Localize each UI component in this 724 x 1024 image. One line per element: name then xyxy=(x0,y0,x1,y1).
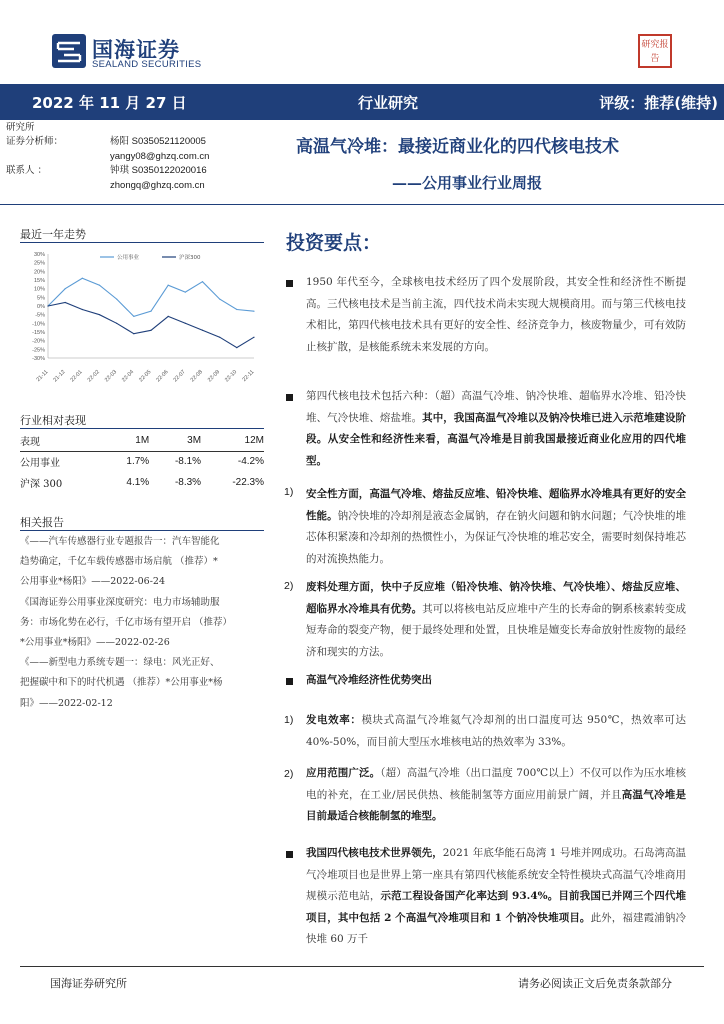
series-point xyxy=(133,316,134,317)
para-emphasis: 发电效率： xyxy=(306,714,362,726)
col-header: 表现 xyxy=(20,430,104,451)
cell-3m: -8.1% xyxy=(174,456,202,468)
paragraph-gen4 xyxy=(306,386,686,472)
y-tick-label: -15% xyxy=(32,330,45,336)
key-points-title: 投资要点： xyxy=(286,232,382,254)
bullet-square-icon xyxy=(286,280,293,287)
series-point xyxy=(253,311,254,312)
paragraph-history: 1950 年代至今，全球核电技术经历了四个发展阶段，其安全性和经济性不断提高。三代核电技术是当前主流，四代技术尚未实现大规模商用。而与第三代核电技术相比，第四代核电技术具有更好的安全性、经济竞争力，核废物量少，可有效防止核扩散，是核能系统未来发展的方向。 xyxy=(306,276,686,353)
table-header-row xyxy=(20,430,264,451)
series-line xyxy=(48,303,254,348)
x-tick-label: 21-11 xyxy=(35,369,50,384)
x-tick-label: 22-01 xyxy=(69,369,84,384)
series-point xyxy=(150,311,151,312)
y-tick-label: -30% xyxy=(32,356,45,362)
series-point xyxy=(150,330,151,331)
analyst-value: 杨阳 S0350521120005 xyxy=(110,136,206,148)
series-point xyxy=(65,302,66,303)
para-emphasis: 其中，我国高温气冷堆以及钠冷快堆已进入示范堆建设阶段。从安全性和经济性来看，高温气冷堆是目前我国最接近商业化应用的四代堆型。 xyxy=(306,411,687,467)
y-tick-label: 20% xyxy=(33,269,45,276)
x-tick-label: 22-11 xyxy=(241,369,256,384)
report-title: 高温气冷堆：最接近商业化的四代核电技术 xyxy=(296,137,619,157)
series-point xyxy=(65,288,66,289)
dept-label: 研究所 xyxy=(6,122,35,133)
col-header: 1M xyxy=(104,430,149,451)
y-tick-label: 5% xyxy=(37,295,45,302)
cell-1m: 1.7% xyxy=(126,456,150,468)
performance-table xyxy=(20,430,264,493)
cell-3m: -8.3% xyxy=(174,477,202,488)
report-link[interactable]: *公用事业*杨阳》——2022-02-26 xyxy=(20,637,170,649)
paragraph-application xyxy=(306,763,686,828)
y-tick-label: 30% xyxy=(33,252,45,258)
row-name: 公用事业 xyxy=(20,458,60,470)
y-tick-label: 0% xyxy=(37,304,45,310)
brand-name-en: SEALAND SECURITIES xyxy=(92,59,202,70)
x-tick-label: 22-02 xyxy=(86,369,101,384)
series-point xyxy=(202,281,203,282)
report-link[interactable]: 阳》——2022-02-12 xyxy=(20,697,113,709)
series-point xyxy=(168,285,169,286)
y-tick-label: 25% xyxy=(33,260,45,267)
series-point xyxy=(168,316,169,317)
footer-divider xyxy=(20,966,704,967)
series-point xyxy=(82,309,83,310)
paragraph-safety xyxy=(306,484,686,570)
series-point xyxy=(99,314,100,315)
para-emphasis: 废料处理方面，快中子反应堆（铅冷快堆、钠冷快堆、气冷快堆）、熔盐反应堆、超临界水冷堆具有优势。 xyxy=(306,581,686,615)
trend-chart xyxy=(22,246,262,386)
x-tick-label: 22-08 xyxy=(189,369,204,384)
analyst-label: 证券分析师： xyxy=(6,136,64,148)
x-tick-label: 22-09 xyxy=(206,369,222,384)
paragraph-leading xyxy=(306,843,686,951)
y-tick-label: 10% xyxy=(33,286,45,293)
report-date: 2022 年 11 月 27 日 xyxy=(32,94,187,112)
series-point xyxy=(185,292,186,293)
bullet-square-icon xyxy=(286,851,293,858)
cell-12m: -22.3% xyxy=(232,477,264,488)
para-text: 模块式高温气冷堆氦气冷却剂的出口温度可达 950℃，热效率可达 40%-50%，而目前大型压水堆核电站的热效率为 33%。 xyxy=(306,714,687,748)
para-emphasis: 我国四代核电技术世界领先， xyxy=(306,847,443,859)
paragraph-waste xyxy=(306,577,686,663)
report-banner xyxy=(0,84,724,120)
report-category: 行业研究 xyxy=(358,94,419,112)
para-emphasis: 应用范围广泛。 xyxy=(306,767,381,779)
para-text: 此外，福建霞浦钠冷快堆 60 万千 xyxy=(306,911,687,946)
related-reports xyxy=(20,532,266,714)
report-link[interactable]: 务：市场化势在必行，千亿市场有望开启 （推荐） xyxy=(20,616,233,628)
paragraph-efficiency xyxy=(306,710,686,753)
list-number: 2) xyxy=(284,580,294,592)
row-name: 沪深 300 xyxy=(20,479,63,490)
analyst-email[interactable]: zhongq@ghzq.com.cn xyxy=(110,179,205,191)
legend-label: 沪深300 xyxy=(179,255,201,261)
report-link[interactable]: 把握碳中和下的时代机遇 （推荐）*公用事业*杨 xyxy=(20,677,223,689)
para-emphasis: 安全性方面，高温气冷堆、熔盐反应堆、铅冷快堆、超临界水冷堆具有更好的安全性能。 xyxy=(306,488,686,522)
x-tick-label: 22-03 xyxy=(103,369,119,384)
table-row xyxy=(20,451,264,472)
cell-12m: -4.2% xyxy=(237,456,264,468)
series-point xyxy=(99,285,100,286)
series-point xyxy=(116,298,117,299)
sealand-logo-icon xyxy=(52,34,86,68)
para-text: 第四代核电技术包括六种：（超）高温气冷堆、钠冷快堆、超临界水冷堆、铅冷快堆、气冷快堆、熔盐堆。 xyxy=(306,390,686,424)
perf-rule xyxy=(20,428,264,429)
series-point xyxy=(236,309,237,310)
analyst-email[interactable]: yangy08@ghzq.com.cn xyxy=(110,150,210,162)
report-link[interactable]: 《——汽车传感器行业专题报告一：汽车智能化 xyxy=(20,536,220,547)
para-text: 2021 年底华能石岛湾 1 号堆并网成功。石岛湾高温气冷堆项目也是世界上第一座具有第四代核能系统安全特性模块式高温气冷堆商用规模示范电站， xyxy=(306,847,687,903)
series-point xyxy=(202,330,203,331)
footer-disclaimer: 请务必阅读正文后免责条款部分 xyxy=(518,977,672,990)
para-text: （超）高温气冷堆（出口温度 700℃以上）不仅可以作为压水堆核电的补充，在工业/居民供热、核能制氢等方面应用前景广阔，并且 xyxy=(306,767,687,801)
para-emphasis: 高温气冷堆是目前最适合核能制氢的堆型。 xyxy=(306,788,686,823)
y-tick-label: -10% xyxy=(32,321,45,328)
x-tick-label: 22-07 xyxy=(172,369,187,384)
y-tick-label: -5% xyxy=(35,312,45,319)
col-header: 3M xyxy=(149,430,201,451)
para-emphasis: 示范工程设备国产化率达到 93.4%。目前我国已并网三个四代堆项目，其中包括 2 个高温气冷堆项目和 1 个钠冷快堆项目。 xyxy=(306,890,686,924)
report-link[interactable]: 趋势确定，千亿车载传感器市场启航 （推荐）* xyxy=(20,556,218,568)
x-tick-label: 22-10 xyxy=(224,369,239,384)
y-tick-label: -20% xyxy=(32,338,45,345)
col-header: 12M xyxy=(201,430,264,451)
x-tick-label: 22-05 xyxy=(138,369,153,384)
reports-rule xyxy=(20,530,264,531)
report-link[interactable]: 《国海证券公用事业深度研究：电力市场辅助服 xyxy=(20,596,220,608)
report-rating: 评级：推荐(维持) xyxy=(599,94,718,112)
para-text: 钠冷快堆的冷却剂是液态金属钠，存在钠火问题和钠水问题；气冷快堆的堆芯体积紧凑和冷却剂的热惯性小，为保证气冷快堆的堆芯安全，需要时刻保持堆芯的对流换热能力。 xyxy=(306,509,686,565)
list-number: 1) xyxy=(284,486,294,498)
para-text: 其可以将核电站反应堆中产生的长寿命的锕系核素转变成短寿命的裂变产物，便于最终处理和处置，且快堆是嬗变长寿命放射性废物的最经济和现实的方法。 xyxy=(306,602,687,658)
list-number: 2) xyxy=(284,768,294,780)
y-tick-label: 15% xyxy=(33,278,45,284)
analyst-value: 钟琪 S0350122020016 xyxy=(110,165,207,177)
analyst-label: 联系人 ： xyxy=(6,165,48,177)
header-divider xyxy=(0,204,724,205)
series-point xyxy=(236,347,237,348)
series-point xyxy=(253,337,254,338)
series-point xyxy=(116,323,117,324)
series-point xyxy=(82,278,83,279)
series-point xyxy=(219,337,220,338)
report-link[interactable]: 《——新型电力系统专题一：绿电：风光正好、 xyxy=(20,657,220,669)
section-heading: 高温气冷堆经济性优势突出 xyxy=(306,674,432,686)
x-tick-label: 22-06 xyxy=(155,369,170,384)
series-point xyxy=(47,305,48,306)
x-tick-label: 22-04 xyxy=(121,369,136,384)
report-subtitle: ——公用事业行业周报 xyxy=(392,174,543,192)
list-number: 1) xyxy=(284,714,294,726)
series-point xyxy=(133,333,134,334)
y-tick-label: -25% xyxy=(32,347,45,354)
footer-org: 国海证券研究所 xyxy=(50,977,127,990)
series-point xyxy=(185,323,186,324)
research-stamp: 研究报告 xyxy=(638,34,672,68)
brand-logo xyxy=(52,34,222,70)
table-row xyxy=(20,472,264,493)
brand-name-cn: 国海证券 xyxy=(92,38,180,62)
cell-1m: 4.1% xyxy=(126,477,150,488)
bullet-square-icon xyxy=(286,394,293,401)
perf-heading: 行业相对表现 xyxy=(20,414,86,427)
reports-heading: 相关报告 xyxy=(20,516,64,529)
trend-heading: 最近一年走势 xyxy=(20,228,86,241)
series-point xyxy=(219,298,220,299)
bullet-square-icon xyxy=(286,678,293,685)
report-link[interactable]: 公用事业*杨阳》——2022-06-24 xyxy=(20,576,166,588)
x-tick-label: 21-12 xyxy=(52,369,67,384)
trend-rule xyxy=(20,242,264,243)
legend-label: 公用事业 xyxy=(117,255,140,261)
